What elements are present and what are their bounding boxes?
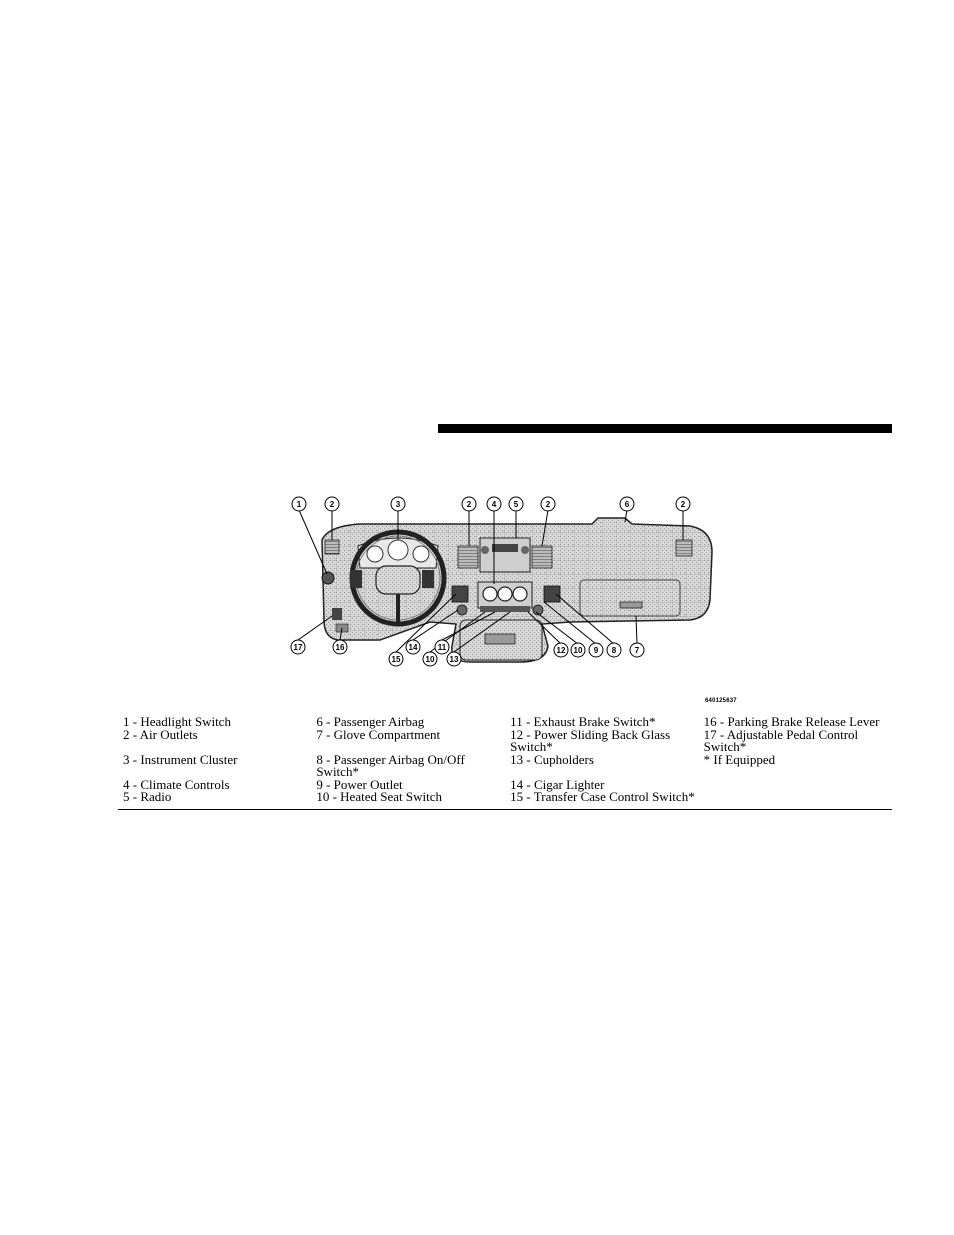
callout-4 bbox=[487, 497, 501, 511]
callout-17 bbox=[291, 640, 305, 654]
radio-graphic bbox=[480, 538, 530, 572]
callout-2d bbox=[676, 497, 690, 511]
legend-bottom-rule bbox=[118, 809, 892, 810]
svg-text:11: 11 bbox=[437, 643, 447, 652]
svg-text:13: 13 bbox=[449, 655, 459, 664]
callout-12 bbox=[554, 643, 568, 657]
svg-text:15: 15 bbox=[391, 655, 401, 664]
callout-13 bbox=[447, 652, 461, 666]
legend-cell: 5 - Radio bbox=[123, 789, 172, 804]
legend-cell: 8 - Passenger Airbag On/Off Switch* bbox=[316, 751, 465, 779]
legend-cell bbox=[699, 791, 892, 807]
legend-cell: 9 - Power Outlet bbox=[316, 776, 403, 792]
right-air-outlet-graphic bbox=[676, 540, 692, 556]
legend-cell: 15 - Transfer Case Control Switch* bbox=[510, 789, 695, 804]
callout-14 bbox=[406, 640, 420, 654]
legend-row bbox=[118, 791, 892, 807]
left-air-outlet-graphic bbox=[325, 540, 339, 554]
svg-text:3: 3 bbox=[395, 500, 401, 509]
legend-cell: 12 - Power Sliding Back Glass Switch* bbox=[510, 726, 671, 754]
callout-5 bbox=[509, 497, 523, 511]
callout-2c bbox=[541, 497, 555, 511]
headlight-switch-graphic bbox=[322, 572, 334, 584]
legend-cell bbox=[699, 779, 892, 792]
dashboard-illustration bbox=[280, 490, 760, 710]
legend-cell: 17 - Adjustable Pedal Control Switch* bbox=[703, 726, 859, 754]
legend-cell: 1 - Headlight Switch bbox=[123, 714, 231, 729]
callout-7 bbox=[630, 643, 644, 657]
callout-10b bbox=[571, 643, 585, 657]
svg-text:2: 2 bbox=[466, 500, 472, 509]
svg-text:4: 4 bbox=[491, 500, 497, 509]
section-header-bar bbox=[438, 424, 892, 433]
svg-text:17: 17 bbox=[293, 643, 303, 652]
callout-11 bbox=[435, 640, 449, 654]
legend-cell: 13 - Cupholders bbox=[510, 751, 594, 767]
legend-cell: 7 - Glove Compartment bbox=[316, 726, 441, 742]
svg-text:1: 1 bbox=[296, 500, 302, 509]
svg-text:2: 2 bbox=[329, 500, 335, 509]
callout-3 bbox=[391, 497, 405, 511]
svg-text:10: 10 bbox=[425, 655, 435, 664]
legend-row bbox=[118, 754, 892, 779]
svg-text:2: 2 bbox=[545, 500, 551, 509]
legend-cell: 2 - Air Outlets bbox=[123, 726, 198, 742]
callout-10a bbox=[423, 652, 437, 666]
legend-table bbox=[118, 716, 892, 807]
legend-row bbox=[118, 729, 892, 754]
svg-text:6: 6 bbox=[624, 500, 630, 509]
callout-2a bbox=[325, 497, 339, 511]
callout-9 bbox=[589, 643, 603, 657]
svg-text:2: 2 bbox=[680, 500, 686, 509]
svg-text:10: 10 bbox=[573, 646, 583, 655]
callout-16 bbox=[333, 640, 347, 654]
svg-text:5: 5 bbox=[513, 500, 519, 509]
legend-cell: 3 - Instrument Cluster bbox=[123, 751, 238, 767]
callout-2b bbox=[462, 497, 476, 511]
legend-cell: 14 - Cigar Lighter bbox=[510, 776, 605, 792]
callout-8 bbox=[607, 643, 621, 657]
svg-text:14: 14 bbox=[408, 643, 418, 652]
svg-text:12: 12 bbox=[556, 646, 566, 655]
legend-cell: 16 - Parking Brake Release Lever bbox=[703, 714, 880, 729]
svg-text:8: 8 bbox=[611, 646, 617, 655]
center-left-air-outlet-graphic bbox=[458, 546, 478, 568]
figure-code: 640125637 bbox=[705, 698, 737, 704]
svg-text:7: 7 bbox=[634, 646, 640, 655]
svg-text:16: 16 bbox=[335, 643, 345, 652]
legend-cell: * If Equipped bbox=[703, 751, 776, 767]
callout-6 bbox=[620, 497, 634, 511]
legend-row bbox=[118, 779, 892, 792]
callout-15 bbox=[389, 652, 403, 666]
callout-1 bbox=[292, 497, 306, 511]
legend-cell: 11 - Exhaust Brake Switch* bbox=[510, 714, 656, 729]
svg-text:9: 9 bbox=[593, 646, 599, 655]
legend-cell: 4 - Climate Controls bbox=[123, 776, 230, 792]
legend-cell: 6 - Passenger Airbag bbox=[316, 714, 425, 729]
legend-cell: 10 - Heated Seat Switch bbox=[316, 789, 442, 804]
center-right-air-outlet-graphic bbox=[532, 546, 552, 568]
